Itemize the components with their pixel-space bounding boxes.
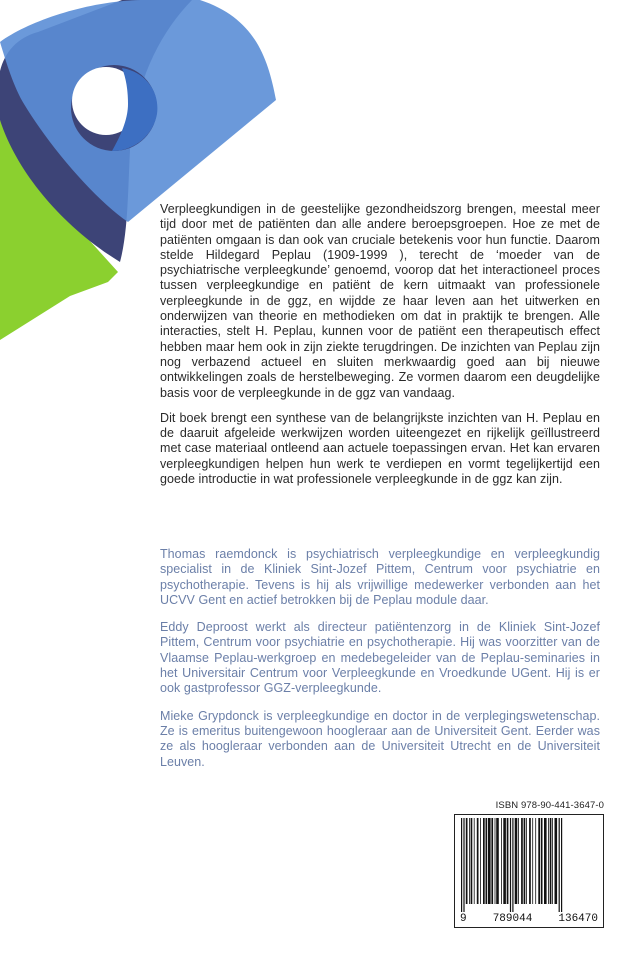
barcode-bar (529, 818, 531, 904)
barcode-digits (459, 913, 599, 925)
barcode-bar (471, 818, 473, 904)
blurb-text (160, 202, 600, 487)
barcode-bar (469, 818, 470, 904)
barcode-bar (548, 818, 549, 904)
barcode-bar (518, 818, 519, 904)
barcode-bar (477, 818, 479, 904)
barcode-bar (532, 818, 533, 904)
barcode-digit-group: 789044 (492, 913, 533, 925)
barcode-bar (524, 818, 526, 904)
barcode-bar (483, 818, 485, 904)
barcode-bar (550, 818, 552, 904)
barcode-bar (521, 818, 523, 904)
barcode-bar (491, 818, 493, 904)
author-bio: Mieke Grypdonck is verpleegkundige en doctor in de verplegingswetenschap. Ze is emeritus buitengewoon hoogleraar aan de Universiteit Gent. Eerder was ze als hoogleraar verbonden aan de Universiteit Utrecht en de Universiteit Leuven. (160, 708, 600, 769)
barcode-bar (526, 818, 527, 904)
barcode-bar (541, 818, 543, 904)
isbn-label: ISBN 978-90-441-3647-0 (495, 800, 604, 811)
barcode-bar (501, 818, 502, 904)
barcode-guard-bar (463, 818, 464, 912)
barcode-guard-bar (559, 818, 560, 912)
isbn-barcode-block (454, 800, 604, 928)
barcode-digit-group: 136470 (558, 913, 598, 925)
barcode-bar (507, 818, 509, 904)
barcode-icon (459, 818, 599, 912)
barcode-bar (496, 818, 499, 904)
barcode-digit-lead: 9 (460, 913, 467, 925)
author-bio: Thomas raemdonck is psychiatrisch verpleegkundige en verpleegkundig specialist in de Kliniek Sint-Jozef Pittem, Centrum voor psychiatrie en psychotherapie. Tevens is hij als vrijwillige medewerker verbonden aan het UCVV Gent en actief betrokken bij de Peplau module daar. (160, 547, 600, 607)
barcode-bar (486, 818, 488, 904)
barcode-guard-bar (561, 818, 562, 912)
barcode-bar (474, 818, 475, 904)
author-bio: Eddy Deproost werkt als directeur patiëntenzorg in de Kliniek Sint-Jozef Pittem, Centrum voor psychiatrie en psychotherapie. Hij was voorzitter van de Vlaamse Peplau-werkgroep en medebegeleider van de Peplau-seminaries in het Universitair Centrum voor Verpleegkunde en Vroedkunde UGent. Hij is er ook gastprofessor GGZ-verpleegkunde. (160, 620, 600, 696)
blurb-paragraph: Dit boek brengt een synthese van de belangrijkste inzichten van H. Peplau en de daaruit afgeleide werkwijzen worden uiteengezet en rijkelijk geïllustreerd met case materiaal ontleend aan actuele toepassingen ervan. Het kan ervaren verpleegkundigen helpen hun werk te verdiepen en vormt tegelijkertijd een goede introductie in wat professionele verpleegkunde in de ggz kan zijn. (160, 410, 600, 487)
barcode-guard-bar (510, 818, 511, 912)
barcode-bar (552, 818, 553, 904)
barcode-bar (555, 818, 558, 904)
barcode-frame (454, 814, 604, 928)
barcode-bar (544, 818, 547, 904)
barcode-bar (488, 818, 491, 904)
barcode-bar (495, 818, 496, 904)
blurb-paragraph: Verpleegkundigen in de geestelijke gezondheidszorg brengen, meestal meer tijd door met de patiënten dan alle andere beroepsgroepen. Hoe ze met de patiënten omgaan is dan ook van cruciale betekenis voor hun functie. Daarom stelde Hildegard Peplau (1909-1999 ), terecht de ‘moeder van de psychiatrische verpleegkunde’ genoemd, voorop dat het interactioneel proces tussen verpleegkundige en patiënt de kern uitmaakt van professionele verpleegkunde in de ggz, en wijdde ze haar leven aan het uitwerken en onderwijzen van theorie en methodieken om dat in praktijk te brengen. Alle interacties, stelt H. Peplau, kunnen voor de patiënt een therapeutisch effect hebben maar hem ook in zijn ziekte terugdringen. De inzichten van Peplau zijn nog verbazend actueel en sluiten merkwaardig goed aan bij nieuwe ontwikkelingen zoals de herstelbeweging. Ze vormen daarom een deugdelijke basis voor de verpleegkunde in de ggz van vandaag. (160, 202, 600, 400)
barcode-bar (535, 818, 536, 904)
barcode-bar (466, 818, 468, 904)
barcode-bar (538, 818, 540, 904)
barcode-bar (480, 818, 481, 904)
barcode-guard-bar (461, 818, 462, 912)
barcode-bar (503, 818, 506, 904)
author-bios (160, 547, 600, 770)
barcode-guard-bar (512, 818, 513, 912)
barcode-bar (515, 818, 518, 904)
